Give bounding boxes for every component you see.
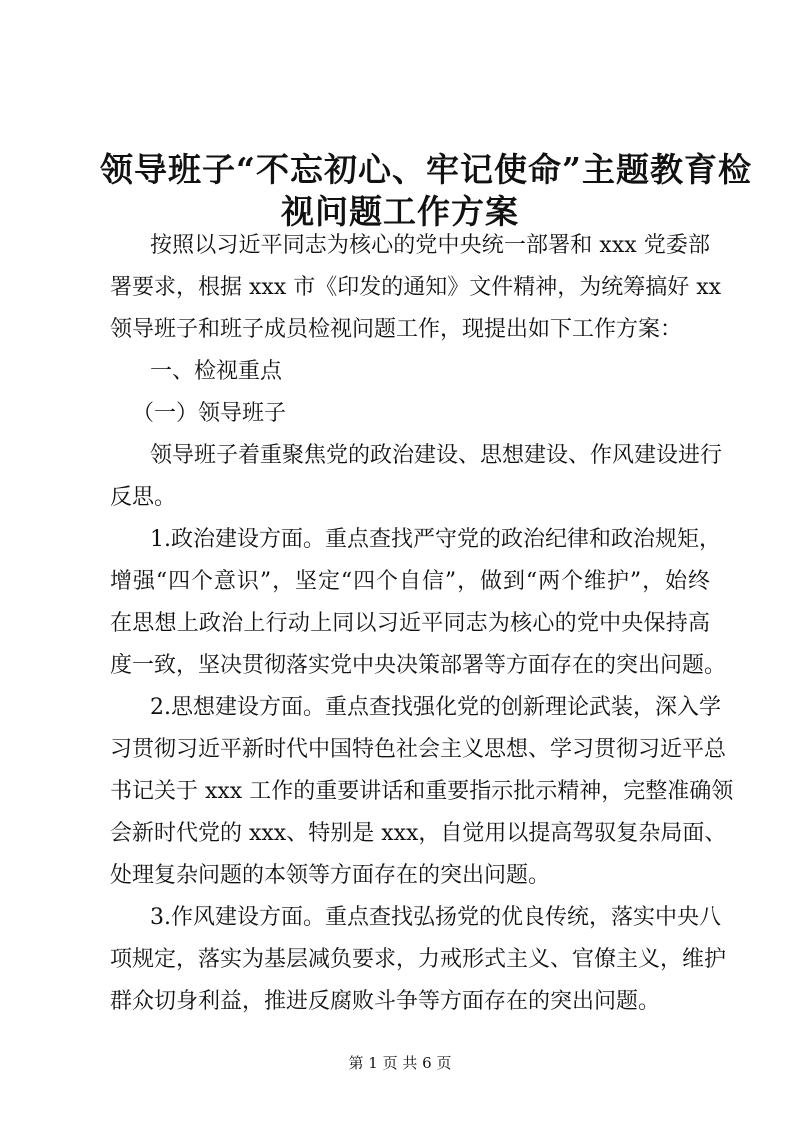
- body-line: 领导班子着重聚焦党的政治建设、思想建设、作风建设进行: [150, 443, 723, 468]
- body-line: 会新时代党的 xxx、特别是 xxx，自觉用以提高驾驭复杂局面、: [110, 821, 727, 846]
- section-heading: 一、检视重点: [150, 359, 283, 384]
- body-line: 在思想上政治上行动上同以习近平同志为核心的党中央保持高: [110, 611, 710, 636]
- body-line: 书记关于 xxx 工作的重要讲话和重要指示批示精神，完整准确领: [110, 779, 734, 804]
- body-line: 反思。: [110, 485, 177, 510]
- body-line: 领导班子和班子成员检视问题工作，现提出如下工作方案：: [110, 317, 683, 342]
- body-line: 度一致，坚决贯彻落实党中央决策部署等方面存在的突出问题。: [110, 653, 727, 678]
- body-line: 处理复杂问题的本领等方面存在的突出问题。: [110, 863, 551, 888]
- body-line: 3.作风建设方面。重点查找弘扬党的优良传统，落实中央八: [150, 905, 721, 930]
- body-line: 1.政治建设方面。重点查找严守党的政治纪律和政治规矩，: [150, 527, 721, 552]
- body-line: 项规定，落实为基层减负要求，力戒形式主义、官僚主义，维护: [110, 947, 727, 972]
- page-footer: 第 1 页 共 6 页: [348, 1054, 452, 1072]
- document-title-line-2: 视问题工作方案: [281, 192, 519, 231]
- subsection-heading: （一）领导班子: [132, 401, 287, 426]
- body-line: 署要求，根据 xxx 市《印发的通知》文件精神，为统筹搞好 xx: [110, 275, 722, 300]
- body-line: 群众切身利益，推进反腐败斗争等方面存在的突出问题。: [110, 989, 661, 1014]
- document-title-line-1: 领导班子“不忘初心、牢记使命”主题教育检: [100, 150, 752, 189]
- body-line: 2.思想建设方面。重点查找强化党的创新理论武装，深入学: [150, 695, 721, 720]
- body-line: 习贯彻习近平新时代中国特色社会主义思想、学习贯彻习近平总: [110, 737, 727, 762]
- body-line: 增强“四个意识”，坚定“四个自信”，做到“两个维护”，始终: [110, 569, 710, 594]
- body-line: 按照以习近平同志为核心的党中央统一部署和 xxx 党委部: [150, 233, 710, 258]
